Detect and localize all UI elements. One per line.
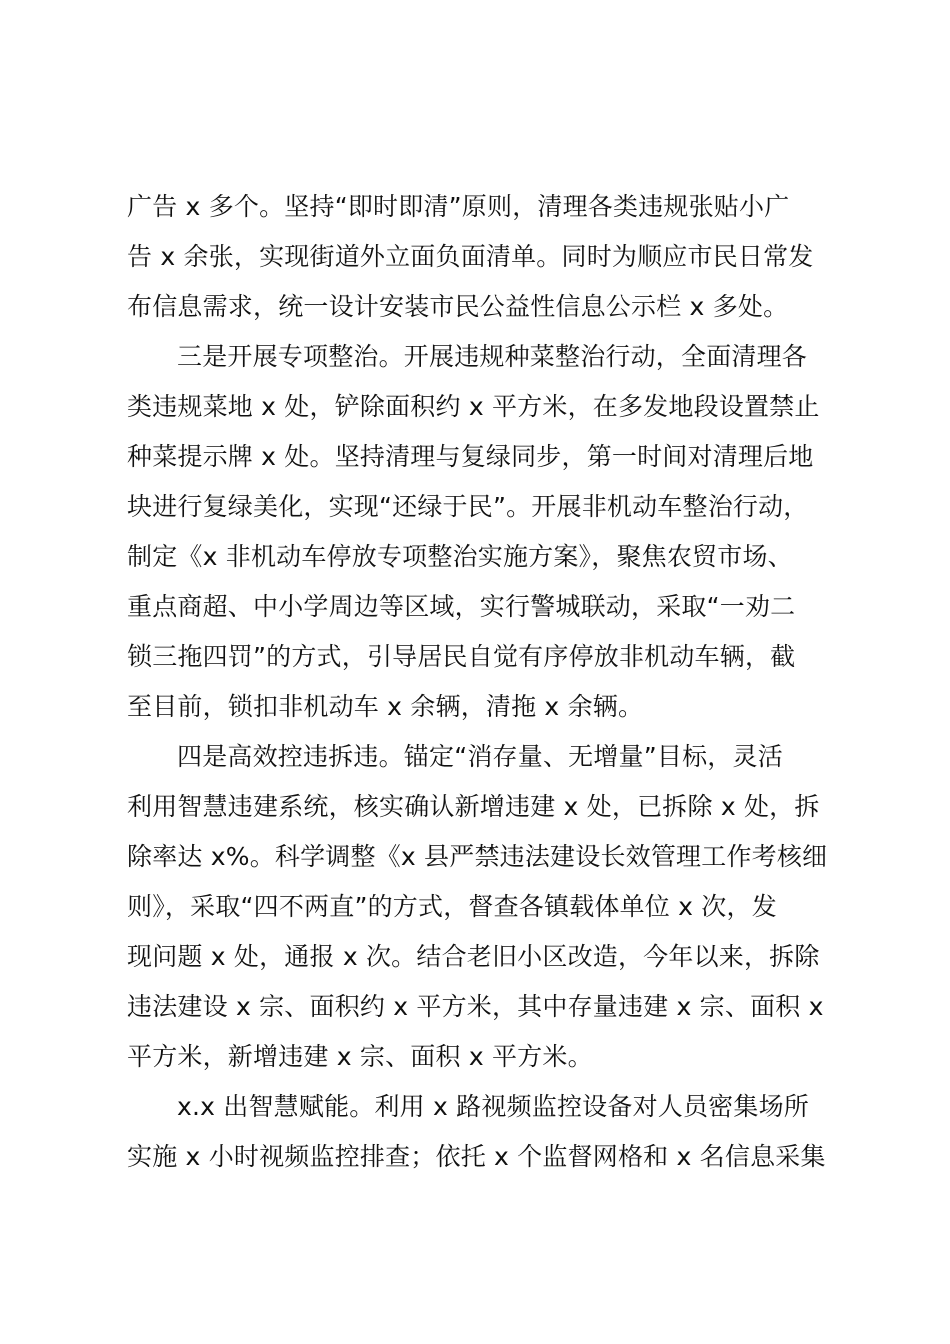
text-line-9: 重点商超、中小学周边等区域，实行警城联动，采取“一劝二 [127, 592, 796, 621]
text-line-16: 现问题 x 处，通报 x 次。结合老旧小区改造，今年以来，拆除 [127, 942, 820, 971]
text-line-8: 制定《x 非机动车停放专项整治实施方案》，聚焦农贸市场、 [127, 542, 793, 571]
text-line-10: 锁三拖四罚”的方式，引导居民自觉有序停放非机动车辆，截 [127, 642, 796, 671]
text-line-20: 实施 x 小时视频监控排查；依托 x 个监督网格和 x 名信息采集 [127, 1142, 826, 1171]
paragraph-start-5: x.x 出智慧赋能。利用 x 路视频监控设备对人员密集场所 [177, 1092, 809, 1121]
text-line-15: 则》，采取“四不两直”的方式，督查各镇载体单位 x 次，发 [127, 892, 777, 921]
paragraph-start-3: 三是开展专项整治。开展违规种菜整治行动，全面清理各 [177, 342, 808, 371]
text-line-14: 除率达 x%。科学调整《x 县严禁违法建设长效管理工作考核细 [127, 842, 828, 871]
text-line-18: 平方米，新增违建 x 宗、面积 x 平方米。 [127, 1042, 593, 1071]
text-line-6: 种菜提示牌 x 处。坚持清理与复绿同步，第一时间对清理后地 [127, 442, 814, 471]
paragraph-start-4: 四是高效控违拆违。锚定“消存量、无增量”目标，灵活 [177, 742, 783, 771]
text-line-17: 违法建设 x 宗、面积约 x 平方米，其中存量违建 x 宗、面积 x [127, 992, 824, 1021]
text-line-2: 告 x 余张，实现街道外立面负面清单。同时为顺应市民日常发 [127, 242, 814, 271]
text-line-7: 块进行复绿美化，实现“还绿于民”。开展非机动车整治行动， [127, 492, 809, 521]
text-line-1: 广告 x 多个。坚持“即时即清”原则，清理各类违规张贴小广 [127, 192, 790, 221]
text-line-13: 利用智慧违建系统，核实确认新增违建 x 处，已拆除 x 处，拆 [127, 792, 820, 821]
text-line-5: 类违规菜地 x 处，铲除面积约 x 平方米，在多发地段设置禁止 [127, 392, 820, 421]
text-line-11: 至目前，锁扣非机动车 x 余辆，清拖 x 余辆。 [127, 692, 644, 721]
text-line-3: 布信息需求，统一设计安装市民公益性信息公示栏 x 多处。 [127, 292, 789, 321]
